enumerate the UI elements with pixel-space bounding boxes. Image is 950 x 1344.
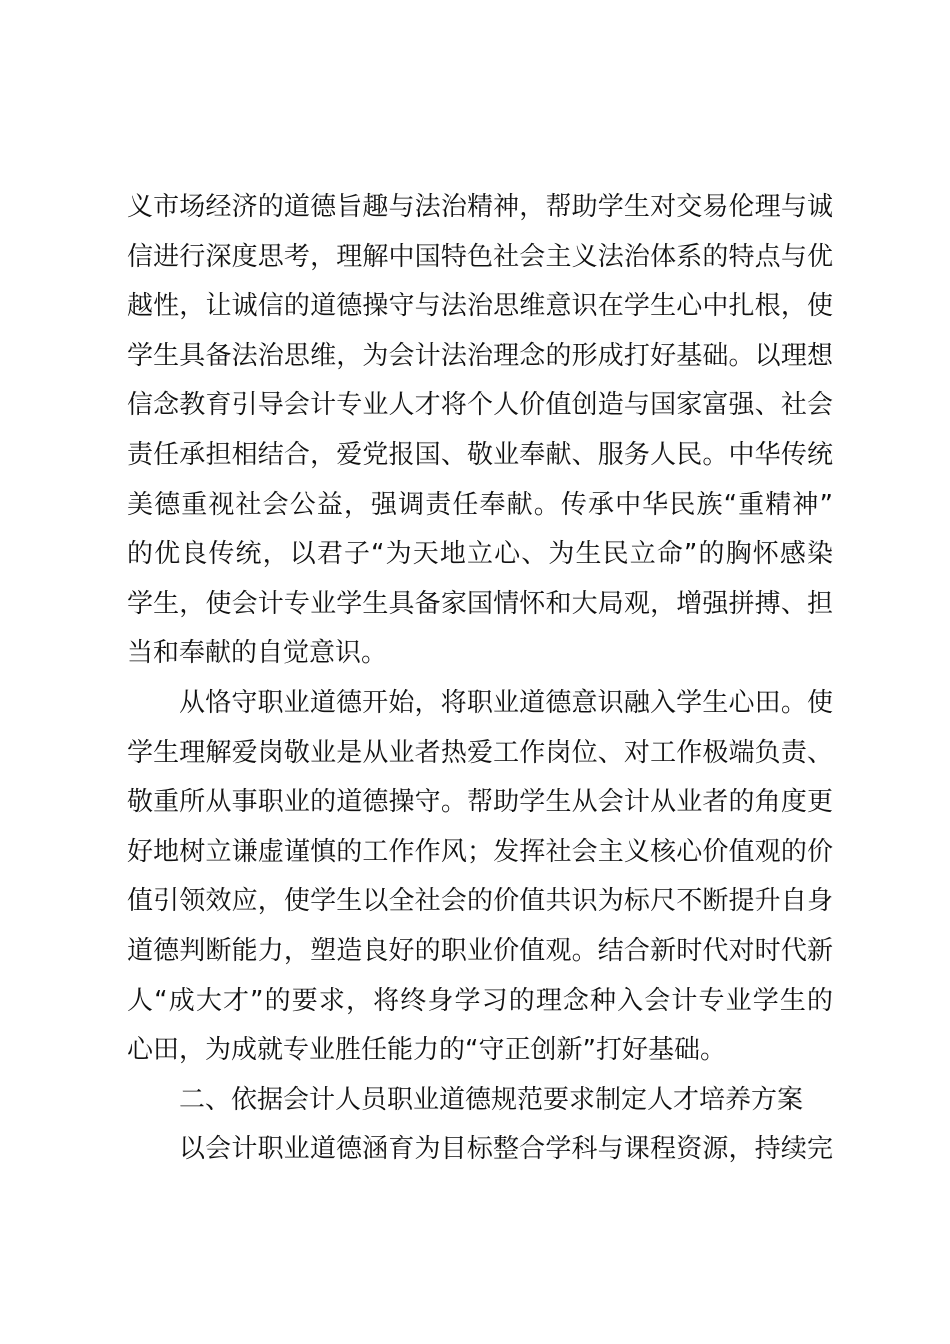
paragraph-1-line-4: 学生具备法治思维，为会计法治理念的形成打好基础。以理想 <box>127 340 833 371</box>
paragraph-1-line-2: 信进行深度思考，理解中国特色社会主义法治体系的特点与优 <box>127 241 833 272</box>
paragraph-3-line-1: 以会计职业道德涵育为目标整合学科与课程资源，持续完 <box>179 1134 833 1165</box>
paragraph-1-line-1: 义市场经济的道德旨趣与法治精神，帮助学生对交易伦理与诚 <box>127 192 833 222</box>
paragraph-2-line-2: 学生理解爱岗敬业是从业者热爱工作岗位、对工作极端负责、 <box>127 737 833 768</box>
paragraph-1-line-6: 责任承担相结合，爱党报国、敬业奉献、服务人民。中华传统 <box>127 439 833 470</box>
document-body <box>127 183 833 1175</box>
paragraph-2-line-6: 道德判断能力，塑造良好的职业价值观。结合新时代对时代新 <box>127 935 833 966</box>
paragraph-1-line-7: 美德重视社会公益，强调责任奉献。传承中华民族“重精神” <box>127 489 833 520</box>
section-heading: 二、依据会计人员职业道德规范要求制定人才培养方案 <box>179 1084 804 1115</box>
paragraph-2-line-7: 人“成大才”的要求，将终身学习的理念种入会计专业学生的 <box>127 985 833 1016</box>
paragraph-1-line-8: 的优良传统，以君子“为天地立心、为生民立命”的胸怀感染 <box>127 539 833 570</box>
paragraph-2-line-5: 值引领效应，使学生以全社会的价值共识为标尺不断提升自身 <box>127 886 833 917</box>
paragraph-1-line-9: 学生，使会计专业学生具备家国情怀和大局观，增强拼搏、担 <box>127 588 833 619</box>
paragraph-1-line-10: 当和奉献的自觉意识。 <box>127 638 388 669</box>
paragraph-1-line-5: 信念教育引导会计专业人才将个人价值创造与国家富强、社会 <box>127 390 833 421</box>
paragraph-1-line-3: 越性，让诚信的道德操守与法治思维意识在学生心中扎根，使 <box>127 291 833 322</box>
paragraph-2-line-4: 好地树立谦虚谨慎的工作作风；发挥社会主义核心价值观的价 <box>127 836 833 867</box>
paragraph-2-line-8: 心田，为成就专业胜任能力的“守正创新”打好基础。 <box>127 1035 726 1066</box>
paragraph-2-line-1: 从恪守职业道德开始，将职业道德意识融入学生心田。使 <box>179 687 833 718</box>
paragraph-2-line-3: 敬重所从事职业的道德操守。帮助学生从会计从业者的角度更 <box>127 787 833 818</box>
